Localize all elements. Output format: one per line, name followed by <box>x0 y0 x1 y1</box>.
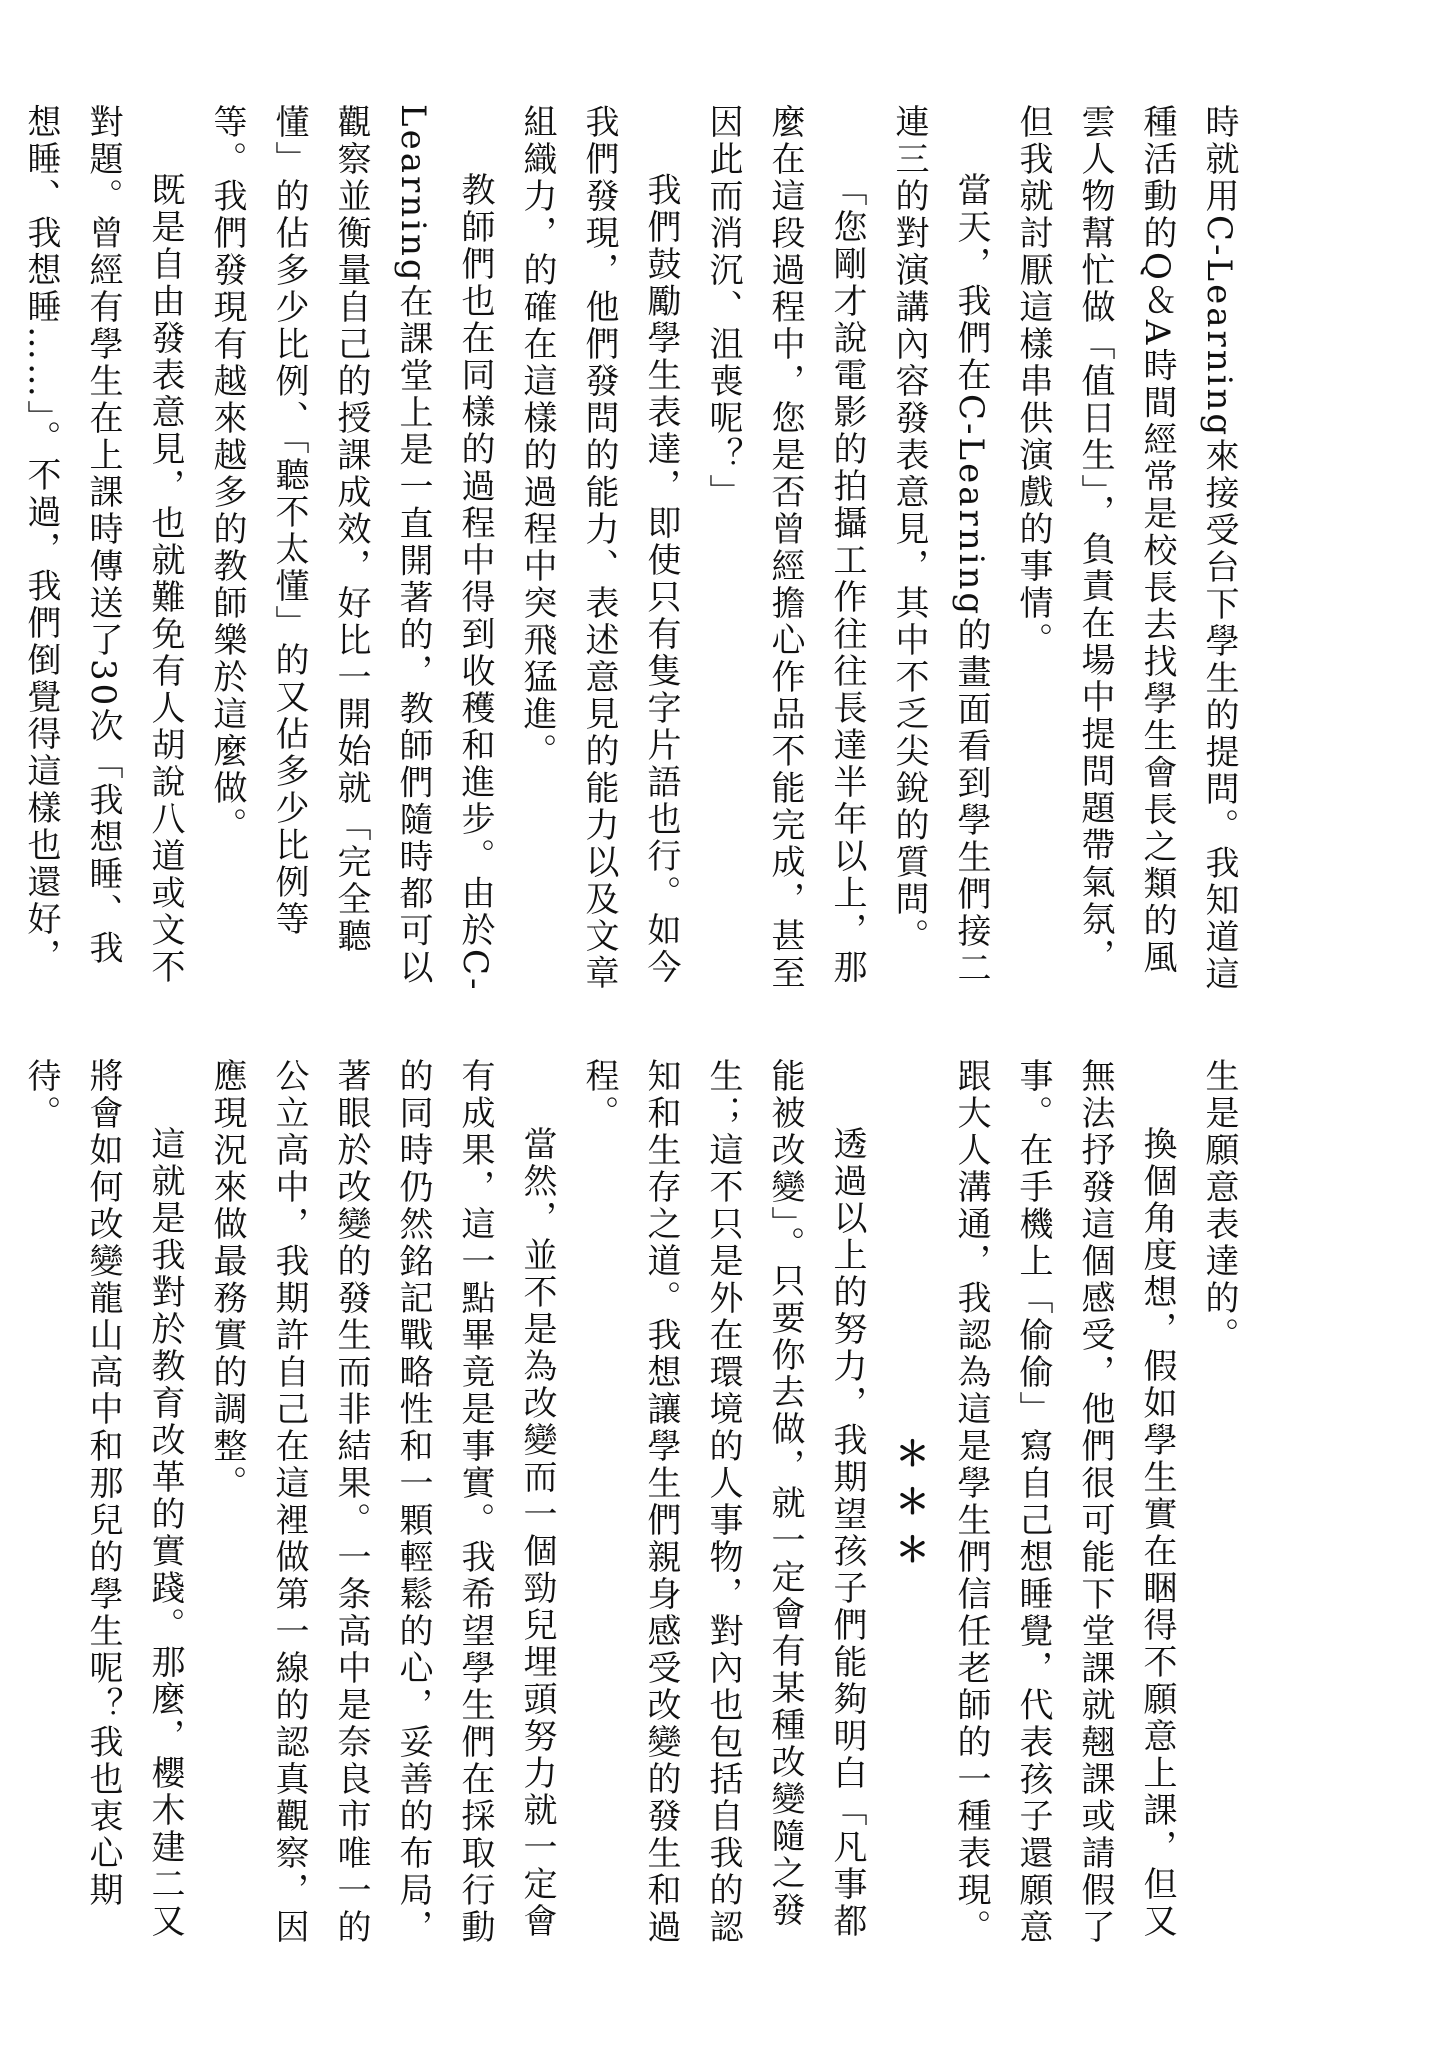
paragraph: 當然，並不是為改變而一個勁兒埋頭努力就一定會有成果，這一點畢竟是事實。我希望學生們在採取行動的同時仍然銘記戰略性和一顆輕鬆的心，妥善的布局，著眼於改變的發生而非結果。一条高中是奈良市唯一的公立高中，我期許自己在這裡做第一線的認真觀察，因應現況來做最務實的調整。 <box>207 1058 557 1946</box>
lower-text-block <box>21 1058 1250 1958</box>
paragraph: 時就用C-Learning來接受台下學生的提問。我知道這種活動的Q＆A時間經常是校長去找學生會長之類的風雲人物幫忙做「值日生」，負責在場中提問題帶氣氛，但我就討厭這樣串供演戲的事情。 <box>1013 104 1239 994</box>
source-note <box>0 1058 10 1958</box>
paragraph: 換個角度想，假如學生實在睏得不願意上課，但又無法抒發這個感受，他們很可能下堂課就翹課或請假了事。在手機上「偷偷」寫自己想睡覺，代表孩子還願意跟大人溝通，我認為這是學生們信任老師的一種表現。 <box>951 1058 1177 1946</box>
paragraph: 透過以上的努力，我期望孩子們能夠明白「凡事都能被改變」。只要你去做，就一定會有某種改變隨之發生；這不只是外在環境的人事物，對內也包括自我的認知和生存之道。我想讓學生們親身感受改變的發生和過程。 <box>579 1058 867 1946</box>
paragraph: 既是自由發表意見，也就難免有人胡說八道或文不對題。曾經有學生在上課時傳送了30次「我想睡、我想睡、我想睡……」。不過，我們倒覺得這樣也還好， <box>21 104 185 986</box>
section-separator: ＊＊＊ <box>889 1436 929 1580</box>
paragraph: 當天，我們在C-Learning的畫面看到學生們接二連三的對演講內容發表意見，其中不乏尖銳的質問。 <box>889 104 991 988</box>
paragraph: 教師們也在同樣的過程中得到收穫和進步。由於C-Learning在課堂上是一直開著的，教師們隨時都可以觀察並衡量自己的授課成效，好比一開始就「完全聽懂」的佔多少比例、「聽不太懂」的又佔多少比例等等。我們發現有越來越多的教師樂於這麼做。 <box>207 104 495 993</box>
paragraph: 這就是我對於教育改革的實踐。那麼，櫻木建二又將會如何改變龍山高中和那兒的學生呢？我也衷心期待。 <box>21 1058 185 1940</box>
paragraph: 「您剛才說電影的拍攝工作往往長達半年以上，那麼在這段過程中，您是否曾經擔心作品不能完成，甚至因此而消沉、沮喪呢？」 <box>703 104 867 992</box>
paragraph: 生是願意表達的。 <box>1199 1058 1239 1354</box>
upper-text-block <box>21 104 1250 994</box>
paragraph: 我們鼓勵學生表達，即使只有隻字片語也行。如今我們發現，他們發問的能力、表述意見的能力以及文章組織力，的確在這樣的過程中突飛猛進。 <box>517 104 681 992</box>
